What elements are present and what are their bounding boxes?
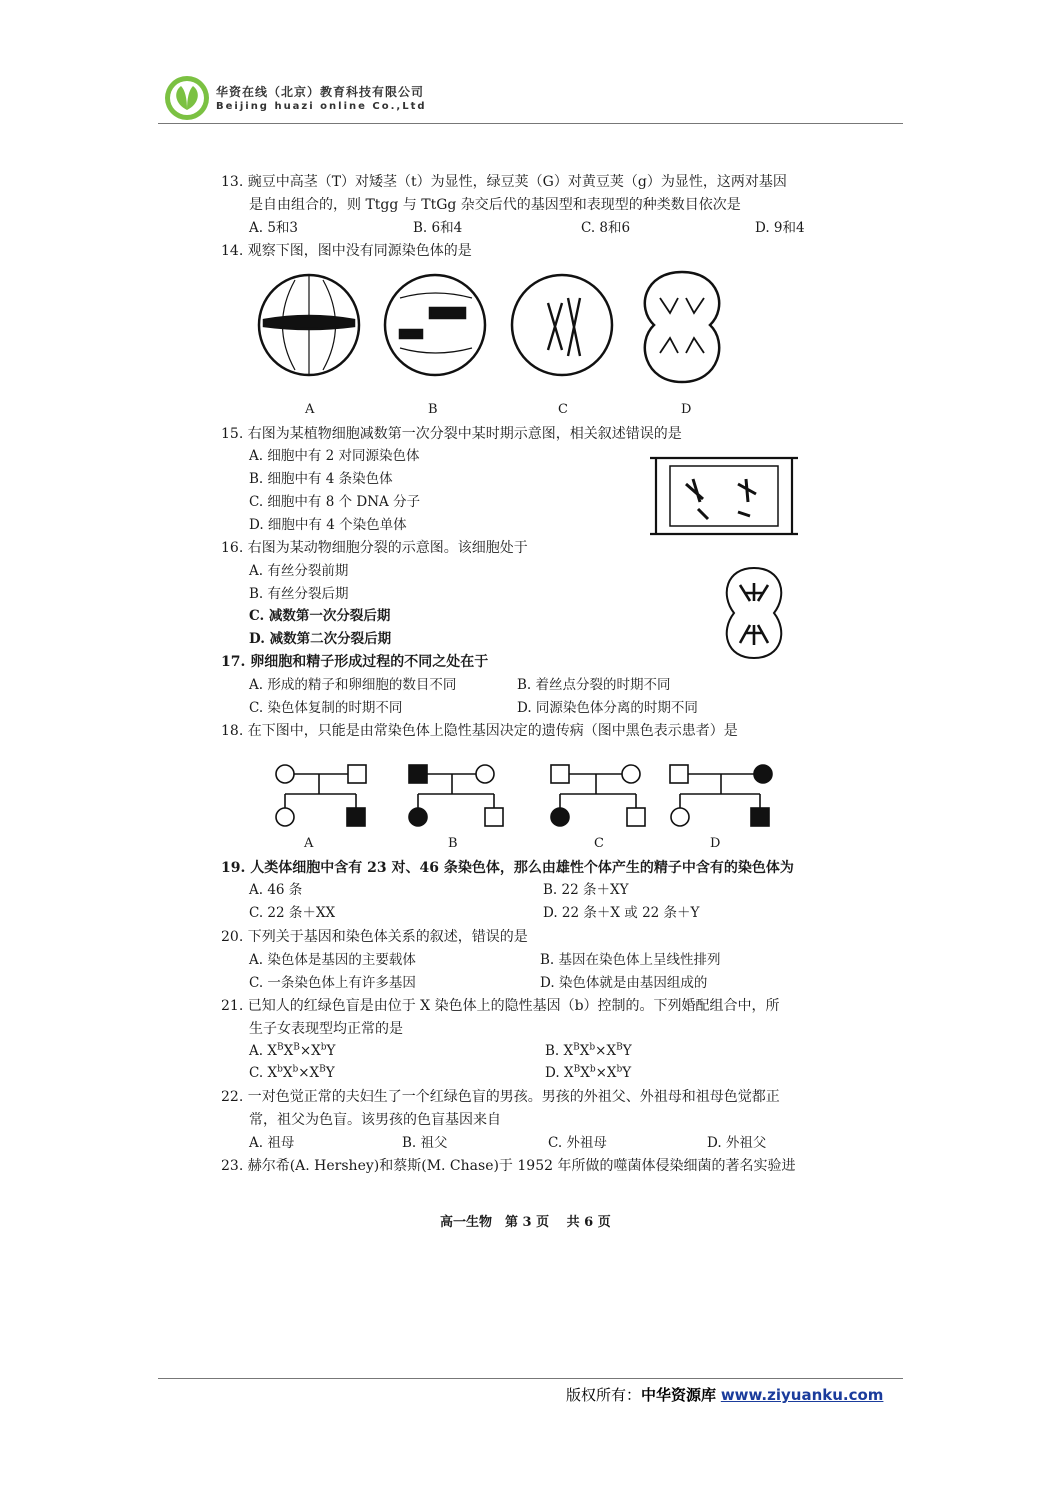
company-name-en: Beijing huazi online Co.,Ltd	[216, 101, 427, 112]
q16-option-b: B. 有丝分裂后期	[249, 586, 349, 602]
company-name-cn: 华资在线（北京）教育科技有限公司	[216, 85, 425, 99]
q13-option-c: C. 8和6	[581, 220, 631, 236]
copyright-prefix: 版权所有：	[566, 1386, 642, 1404]
q18-stem: 18. 在下图中，只能是由常染色体上隐性基因决定的遗传病（图中黑色表示患者）是	[221, 723, 738, 739]
q15-option-a: A. 细胞中有 2 对同源染色体	[249, 448, 420, 464]
q21-option-c: C. $X^bX^b\times X^BY$	[249, 1064, 335, 1081]
q18-pedigree-diagrams	[268, 760, 788, 830]
q15-plant-cell-diagram	[648, 454, 800, 538]
q15-option-c: C. 细胞中有 8 个 DNA 分子	[249, 494, 421, 510]
q21-option-a: A. $X^BX^B\times X^bY$	[249, 1042, 336, 1059]
q17-option-a: A. 形成的精子和卵细胞的数目不同	[249, 677, 457, 693]
q21-option-d: D. $X^BX^b\times X^bY$	[545, 1064, 632, 1081]
q22-stem-line1: 22. 一对色觉正常的夫妇生了一个红绿色盲的男孩。男孩的外祖父、外祖母和祖母色觉都正	[221, 1089, 780, 1105]
q14-cell-a	[259, 275, 359, 375]
q22-option-d: D. 外祖父	[707, 1135, 767, 1151]
q15-stem: 15. 右图为某植物细胞减数第一次分裂中某时期示意图，相关叙述错误的是	[221, 426, 682, 442]
q14-label-c: C	[558, 402, 568, 417]
q17-stem: 17. 卵细胞和精子形成过程的不同之处在于	[221, 654, 489, 670]
q16-stem: 16. 右图为某动物细胞分裂的示意图。该细胞处于	[221, 540, 528, 556]
q16-option-d: D. 减数第二次分裂后期	[249, 631, 392, 647]
q20-option-d: D. 染色体就是由基因组成的	[540, 975, 708, 991]
q14-label-a: A	[305, 402, 315, 417]
q14-cell-d	[645, 272, 719, 382]
q13-option-d: D. 9和4	[755, 220, 805, 236]
q21-stem-line1: 21. 已知人的红绿色盲是由位于 X 染色体上的隐性基因（b）控制的。下列婚配组合中，所	[221, 998, 780, 1014]
q19-option-c: C. 22 条＋XX	[249, 905, 336, 921]
q17-option-c: C. 染色体复制的时期不同	[249, 700, 403, 716]
q17-option-d: D. 同源染色体分离的时期不同	[517, 700, 698, 716]
q13-option-b: B. 6和4	[413, 220, 463, 236]
q18-label-c: C	[594, 836, 604, 851]
q21-option-b: B. $X^BX^b\times X^BY$	[545, 1042, 632, 1059]
copyright-notice	[566, 1384, 883, 1405]
q13-stem-line2: 是自由组合的，则 Ttgg 与 TtGg 杂交后代的基因型和表现型的种类数目依次是	[249, 197, 741, 213]
company-logo	[163, 74, 211, 122]
q14-cell-diagrams	[250, 268, 730, 398]
q19-option-a: A. 46 条	[249, 882, 303, 898]
q20-option-b: B. 基因在染色体上呈线性排列	[540, 952, 721, 968]
q23-stem-line1: 23. 赫尔希(A. Hershey)和蔡斯(M. Chase)于 1952 年所做的噬菌体侵染细菌的著名实验进	[221, 1158, 796, 1174]
q18-pedigree-b	[409, 765, 503, 826]
page-number: 高一生物 第 3 页 共 6 页	[440, 1215, 611, 1230]
q22-stem-line2: 常，祖父为色盲。该男孩的色盲基因来自	[249, 1112, 501, 1128]
q16-option-a: A. 有丝分裂前期	[249, 563, 349, 579]
copyright-site-link[interactable]: www.ziyuanku.com	[720, 1386, 884, 1404]
q22-option-a: A. 祖母	[249, 1135, 295, 1151]
q18-label-b: B	[448, 836, 458, 851]
q14-label-d: D	[681, 402, 692, 417]
q13-stem-line1: 13. 豌豆中高茎（T）对矮茎（t）为显性，绿豆荚（G）对黄豆荚（g）为显性，这两对基因	[221, 174, 787, 190]
q18-pedigree-a	[276, 765, 366, 826]
q19-stem: 19. 人类体细胞中含有 23 对、46 条染色体，那么由雄性个体产生的精子中含有的染色体为	[221, 860, 794, 876]
q15-option-b: B. 细胞中有 4 条染色体	[249, 471, 393, 487]
q22-option-b: B. 祖父	[402, 1135, 448, 1151]
q18-pedigree-d	[670, 765, 772, 826]
q22-option-c: C. 外祖母	[548, 1135, 607, 1151]
q18-pedigree-c	[551, 765, 645, 826]
q14-cell-c	[512, 275, 612, 375]
q16-option-c: C. 减数第一次分裂后期	[249, 608, 391, 624]
q13-option-a: A. 5和3	[249, 220, 299, 236]
q14-cell-b	[385, 275, 485, 375]
q19-option-d: D. 22 条＋X 或 22 条＋Y	[543, 905, 700, 921]
q15-option-d: D. 细胞中有 4 个染色单体	[249, 517, 407, 533]
q18-label-d: D	[710, 836, 721, 851]
q14-stem: 14. 观察下图，图中没有同源染色体的是	[221, 243, 472, 259]
footer-divider	[158, 1378, 903, 1379]
header-divider	[158, 123, 903, 124]
q16-animal-cell-diagram	[718, 565, 790, 661]
q18-label-a: A	[304, 836, 314, 851]
q14-label-b: B	[428, 402, 438, 417]
q20-option-a: A. 染色体是基因的主要载体	[249, 952, 416, 968]
copyright-name: 中华资源库	[641, 1386, 717, 1404]
q19-option-b: B. 22 条＋XY	[543, 882, 629, 898]
q20-option-c: C. 一条染色体上有许多基因	[249, 975, 416, 991]
q17-option-b: B. 着丝点分裂的时期不同	[517, 677, 671, 693]
q20-stem: 20. 下列关于基因和染色体关系的叙述，错误的是	[221, 929, 528, 945]
q21-stem-line2: 生子女表现型均正常的是	[249, 1021, 403, 1037]
